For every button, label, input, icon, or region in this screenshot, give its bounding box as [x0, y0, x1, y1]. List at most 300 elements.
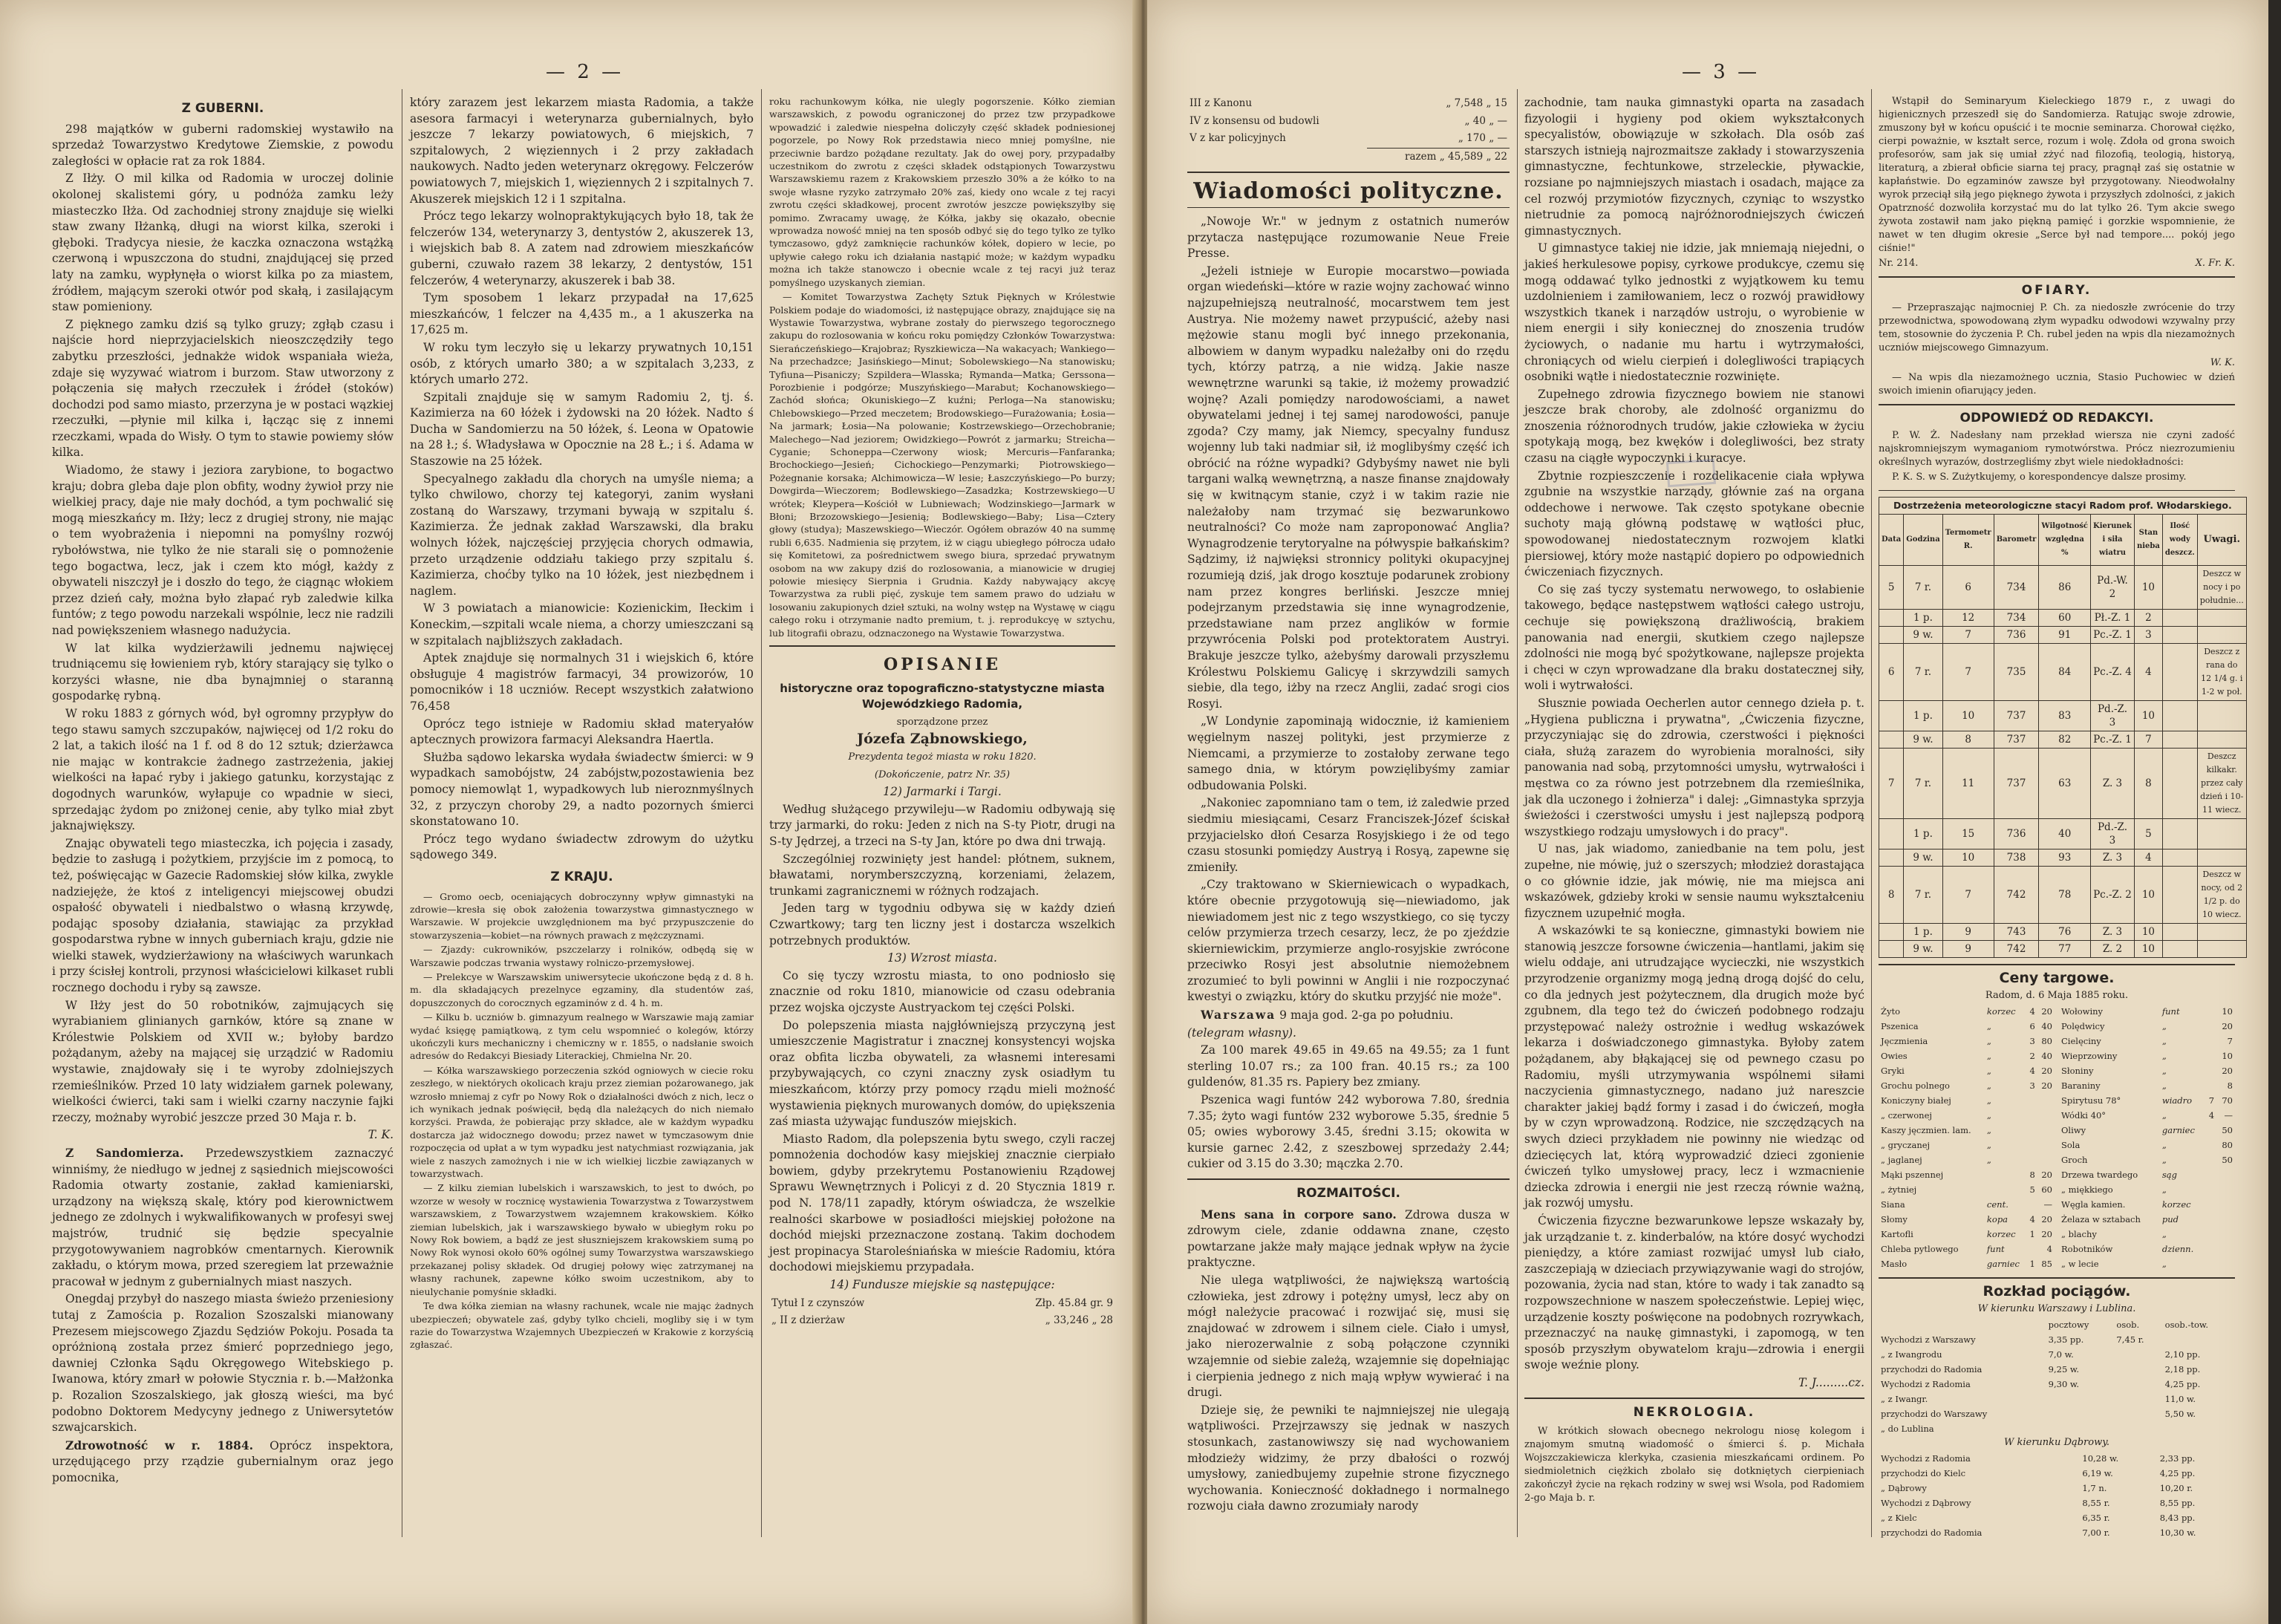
price-rubles: 7 — [2208, 1095, 2215, 1106]
price-unit — [1985, 1182, 2026, 1197]
price-kopecks: 50 — [2222, 1125, 2233, 1135]
paragraph: W krótkich słowach obecnego nekrologu niosę kolegom i znajomym smutną wiadomość o śmierci ś. p. Michała Wojszczakiewicza klerkyka, czasienia mieszkańcami ordinem. Po siedmioletnich ciężkich zbolało się dotkniętych cierpieniach zakończył życie na rękach rodziny w swej wsi Wsola, pod Radomiem 2-go Maja b. r. — [1524, 1426, 1864, 1504]
paragraph: Mens sana in corpore sano. Zdrowa dusza w zdrowym ciele, zdanie oddawna znane, często powtarzane jakże mały mające jednak wpływ na życie praktyczne. — [1187, 1207, 1510, 1270]
price-unit: cent. — [1986, 1199, 2008, 1210]
right-column-1 — [1187, 95, 1510, 1595]
column-divider — [761, 89, 762, 1537]
price-name: Mąki pszennej — [1881, 1170, 1944, 1180]
paragraph: Zupełnego zdrowia fizycznego bowiem nie stanowi jeszcze brak choroby, ale zdolność organizmu do znoszenia różnorodnych trudów, jakie człowieka w życiu spotykają mogą, bez kwęków i dolegliwości, bez straty czasu na ciągłe wypoczynki i kuracye. — [1524, 387, 1864, 466]
price-unit: „ — [1986, 1155, 1991, 1165]
paragraph: Zbytnie rozpieszczenie i rozdelikacenie ciała wpływa zgubnie na wszystkie narządy, głównie zaś na organa oddechowe i nerwowe. Tak często spotykane obecnie suchoty mają główną podstawę w wątłości płuc, spowodowanej niedostatecznym rozwojem klatki piersiowej, który może nastąpić dopiero po odpowiednich ćwiczeniach fizycznych. — [1524, 469, 1864, 579]
article-author: Józefa Ząbnowskiego, — [857, 731, 1028, 748]
paragraph: Zdrowotność w r. 1884. Oprócz inspektora, urzędującego przy rządzie gubernialnym oraz jego pomocnika, — [52, 1438, 394, 1484]
table-row — [1879, 1256, 2055, 1271]
paragraph: Szpitali znajduje się w samym Radomiu 2, tj. ś. Kazimierza na 60 łóżek i żydowski na 20 łóżek. Nadto ś Ducha w Sandomierzu na 50 łóżek, ś. Leona w Opatowie na 28 ł.; ś. Władysława w Opocznie na 28 Ł.; i ś. Adama w Staszowie na 25 łóżek. — [410, 390, 754, 469]
table-cell: Deszcz w nocy, od 2 1/2 p. do 10 wiecz. — [2197, 867, 2246, 924]
paragraph: U gimnastyce takiej nie idzie, jak mniemają niejedni, o jakieś herkulesowe popisy, cyrkowe produkcye, czemu się mogą oddawać tylko jednostki z wyjątkowem ku temu uzdolnieniem i zamiłowaniem, lecz o rozwój prawidłowy wszystkich tkanek i narządów ustroju, o wyrobienie w niem energii i siły koniecznej do znoszenia trudów życiowych, o nadanie mu hartu i wytrzymałości, chroniących od wielu cierpień i dolegliwości trapiących osobniki wątłe i niedostatecznie rozwinięte. — [1524, 241, 1864, 384]
table-row — [1879, 1481, 2235, 1496]
table-row — [1879, 1049, 2055, 1063]
funds-total: razem „ 45,589 „ 22 — [1367, 148, 1510, 166]
table-cell: 84 — [2039, 644, 2091, 701]
price-rubles — [2205, 1019, 2216, 1034]
price-rubles: 4 — [2029, 1214, 2035, 1224]
news-items — [769, 95, 1115, 639]
page-number: — 2 — — [546, 61, 624, 83]
table-cell: 6 — [1879, 644, 1904, 701]
price-kopecks: — — [2043, 1199, 2052, 1210]
table-header-row: Data Godzina Termometr R. Barometr Wilgotność względna % Kierunek i siła wiatru Stan nieba Ilość wody deszcz. Uwagi. — [1879, 515, 2247, 566]
meteo-body — [1879, 566, 2247, 958]
table-cell — [2197, 731, 2246, 749]
table-row — [1879, 1063, 2055, 1078]
table-row — [2059, 1093, 2235, 1108]
table-row — [1879, 867, 2247, 924]
news-item: roku rachunkowym kółka, nie ulegly pogorszenie. Kółko ziemian warszawskich, z powodu ograniczonej do przez tzw przypadkowe wpowadzić i zaledwie niespełna doliczyły część składek podniesionej pogorzele, po Nowy Rok przedstawia nieco mniej pomyślne, nie przeciwnie bardzo pożądane rezultaty. Jak do owej pory, przypadałby uczestnikom do zwrotu z części składek odstąpionych Towarzystwu Warszawskiemu razem z Krakowskiem przeszło 30% a że kółko to na swoje własne ryzyko zatrzymało 20% zaś, kiedy ono wcale z tej racyi zwrotu części składkowej, procent zwrotów jeszcze powiększyłby się pomimo. Zwracamy uwagę, że Kółka, jakby się okazało, obecnie wprowadza nowość mniej na ten sposób odbyć się do tego tylko ze tylko tymczasowo, gdyż zamknięcie rachunków kółek, dopiero w lecie, po upływie całego roku ich działania nastąpić może; w każdym wypadku można ich także stanowczo i obecnie wcale z tej racyi już teraz pomyślnego uzyskanych ziemian. — [769, 96, 1115, 288]
price-kopecks: 20 — [2041, 1080, 2052, 1091]
train-cell: 10,30 w. — [2159, 1527, 2196, 1538]
table-row — [1879, 701, 2247, 731]
price-kopecks: 80 — [2222, 1140, 2233, 1150]
paragraph: Co się zaś tyczy systematu nerwowego, to osłabienie takowego, będące następstwem wątłości całego ustroju, cechuje się powiększoną drażliwością, brakiem panowania nad energii, skutkiem czego najlepsze zdolności nie mogą być spożytkowane, najlepsze projekta i chęci w czyn wprowadzane dla braku dostatecznej siły, woli i wytrwałości. — [1524, 582, 1864, 693]
section-rule — [1879, 964, 2235, 965]
section-rule — [1187, 207, 1510, 208]
table-row — [2059, 1152, 2235, 1167]
price-name: Chleba pytlowego — [1881, 1244, 1959, 1254]
table-row — [1879, 1421, 2235, 1436]
table-cell: 1 p. — [1904, 819, 1942, 849]
price-name: „ gryczanej — [1881, 1140, 1931, 1150]
table-cell: Pc.-Z. 2 — [2091, 867, 2135, 924]
table-cell: 734 — [1994, 566, 2039, 610]
inline-heading: Zdrowotność w r. 1884. — [65, 1438, 254, 1452]
paragraph: — Przepraszając najmocniej P. Ch. za niedoszłe zwrócenie do trzy przewodnictwa, spowodowaną złym wypadku odwodowi wzywalny przy tem, stosownie do życzenia P. Ch. rubel jeden na wpis dla niezamożnych uczniów miejscowego Gimnazyum. — [1879, 302, 2235, 353]
train-cell: przychodzi do Radomia — [1881, 1527, 1983, 1538]
price-rubles: 1 — [2029, 1229, 2035, 1239]
table-row: V z kar policyjnych „ 170 „ — — [1190, 132, 1507, 145]
paragraph: Aptek znajduje się normalnych 31 i wiejskich 6, które obsługuje 4 magistrów farmacyi, 34 prowizorów, 10 pomocników i 18 uczniów. Recept wszystkich załatwiono 76,458 — [410, 651, 754, 713]
train-cell — [2163, 1332, 2235, 1347]
price-kopecks — [2216, 1197, 2235, 1212]
train-cell: 10,20 r. — [2159, 1483, 2193, 1493]
train-cell — [2163, 1421, 2235, 1436]
price-unit: „ — [2161, 1140, 2167, 1150]
price-unit: „ — [1986, 1021, 1991, 1031]
paragraph: „W Londynie zapominają widocznie, iż kamieniem węgielnym naszej polityki, jest przymierze z Niemcami, a przymierze to zostałoby zerwane tego samego dnia, w którym powzięlibyśmy zamiar odbudowania Polski. — [1187, 714, 1510, 792]
price-name: „ blachy — [2061, 1229, 2097, 1239]
table-cell: Z. 3 — [2091, 749, 2135, 819]
section-heading: Z KRAJU. — [550, 869, 613, 884]
paragraph: „Jeżeli istnieje w Europie mocarstwo—powiada organ wiedeński—które w razie wojny zachować winno najzupełniejszą neutralność, mocarstwem tem jest Austrya. Nie możemy nawet przypuścić, ażeby nasi mężowie stanu mogli być innego przekonania, albowiem w danym wypadku należałby oni do rzędu tych, którzy patrzą, a nie widzą. Jakie nasze wewnętrzne warunki są takie, iż możemy prowadzić wojnę? Azali pomiędzy narodowościami, a nawet obywatelami jednej i tej samej narodowości, panuje zgoda? Czy mamy, jak Niemcy, specyalny fundusz wojenny lub taki nadmiar sił, iż moglibyśmy część ich obrócić na różne wypadki? Gdybyśmy nawet nie byli targani walką wewnętrzną, a nasze finanse znajdowały się w kwitnącym stanie, czyż i w takim razie nie należałoby nam trzymać się bezwarunkowo neutralności? Co może nam zaproponować Anglia? Wynagrodzenie terytoryalne na półwyspie bałkańskim? Sądzimy, iż najwięksi stronnicy polityki okupacyjnej rozumieją dziś, jak drogo kosztuje podarunek zrobiony nam przez kongres berliński. Jeszcze mniej podejrzanym przedstawia się inne wynagrodzenie, przedstawiane nam przez anglików w formie przywrócenia Polski pod protektoratem Austryi. Brakuje jeszcze tylko, ażebyśmy darowali przyszłemu Królestwu Polskiemu Galicyę i skrzywdzili samych siebie, dla tego, iżby na rzecz Anglii, zadać srogi cios Rosyi. — [1187, 264, 1510, 711]
table-cell — [2162, 941, 2197, 958]
table-cell: 10 — [2134, 867, 2162, 924]
table-cell: Pd.-W. 2 — [2091, 566, 2135, 610]
paragraph: Warszawa 9 maja god. 2-ga po południu. — [1201, 1008, 1454, 1023]
price-rubles — [2026, 1108, 2037, 1123]
paragraph: Znając obywateli tego miasteczka, ich pojęcia i zasady, będzie to zasługą i pożytkiem, przyjście im z pomocą, to też, poświęcając w Gazecie Radomskiej słów kilka, zwykle nadziejęże, że ktoś z inteligencyi miejscowej obudzi ospałość obywateli i niedbalstwo o własną krzywdę, podając sposoby działania, stawiając za przykład gospodarstwa rybne w innych guberniach kraju, gdzie nie wielki stawek, wydzierżawiony na właściwych warunkach i przy ścisłej kontroli, przynosi właścicielowi kilkaset rubli rocznego dochodu i ryby są zawsze. — [52, 836, 394, 995]
price-rubles: 4 — [2208, 1110, 2215, 1121]
table-cell — [1879, 819, 1904, 849]
price-kopecks — [2037, 1093, 2055, 1108]
price-kopecks: 4 — [2046, 1244, 2052, 1254]
table-row — [1879, 1108, 2055, 1123]
table-row — [1879, 1332, 2235, 1347]
table-cell: 86 — [2039, 566, 2091, 610]
price-unit: „ — [1986, 1140, 1991, 1150]
train-cell: 8,55 r. — [2082, 1498, 2110, 1508]
train-cell: 2,33 pp. — [2159, 1453, 2196, 1464]
inline-heading: Z Sandomierza. — [65, 1146, 184, 1160]
paragraph: Do polepszenia miasta najgłówniejszą przyczyną jest umieszczenie Magistratur i znacznej konsystencyi wojska oraz obfita liczba obywateli, za własnemi interesami przybywających, co czyni znaczny zysk osiadłym tu mieszkańcom, którzy przy pomocy rządu mieli możność wystawienia pięknych murowanych domów, do upiększenia zaś miasta używając funduszów miejskich. — [769, 1018, 1115, 1129]
price-name: Węgla kamien. — [2061, 1199, 2126, 1210]
price-unit: „ — [2161, 1110, 2167, 1121]
price-name: Wieprzowiny — [2061, 1051, 2118, 1061]
table-row — [1879, 849, 2247, 867]
price-kopecks: 40 — [2041, 1051, 2052, 1061]
price-kopecks — [2216, 1227, 2235, 1242]
table-cell: 737 — [1994, 701, 2039, 731]
table-cell — [1879, 627, 1904, 644]
table-cell — [1879, 924, 1904, 941]
price-kopecks: 70 — [2222, 1095, 2233, 1106]
table-cell: 736 — [1994, 819, 2039, 849]
section-rule — [1879, 404, 2235, 405]
price-kopecks — [2037, 1138, 2055, 1152]
table-row — [1879, 1212, 2055, 1227]
train-cell: 4,25 pp. — [2164, 1379, 2201, 1389]
subsection-heading: 12) Jarmarki i Targi. — [883, 785, 1002, 799]
table-cell: 735 — [1994, 644, 2039, 701]
news-item: Te dwa kółka ziemian na własny rachunek, wcale nie mając żadnych ubezpieczeń; obywatele zaś, gdyby tylko chcieli, mogliby się i w tym razie do Towarzystwa Wzajemnych Ubezpieczeń w Krakowie z korzyścią zgłaszać. — [410, 1300, 754, 1351]
price-name: Gryki — [1881, 1066, 1905, 1076]
table-cell: 7 — [2134, 731, 2162, 749]
table-row — [1879, 1466, 2235, 1481]
table-cell: 60 — [2039, 610, 2091, 627]
right-column-3 — [1879, 95, 2244, 1595]
price-name: Grochu polnego — [1881, 1080, 1950, 1091]
price-unit: „ — [2161, 1021, 2167, 1031]
table-cell: 15 — [1942, 819, 1994, 849]
price-unit: „ — [2161, 1036, 2167, 1046]
train-cell: 1,7 n. — [2082, 1483, 2107, 1493]
table-cell: 9 — [1942, 924, 1994, 941]
price-unit: „ — [1986, 1066, 1991, 1076]
table-row — [1879, 1019, 2055, 1034]
price-unit: garniec — [2161, 1125, 2195, 1135]
price-rubles — [2205, 1004, 2216, 1019]
price-kopecks — [2037, 1152, 2055, 1167]
train-cell: 4,25 pp. — [2159, 1468, 2196, 1478]
table-cell: 83 — [2039, 701, 2091, 731]
table-cell — [2162, 731, 2197, 749]
price-unit: „ — [1986, 1051, 1991, 1061]
table-row — [1879, 1362, 2235, 1377]
price-unit: „ — [2161, 1184, 2167, 1195]
table-cell: 743 — [1994, 924, 2039, 941]
table-row — [1879, 819, 2247, 849]
table-row — [1879, 1227, 2055, 1242]
train-table-2 — [1879, 1451, 2235, 1540]
paragraph: Dzieje się, że pewniki te najmniejszej nie ulegają wątpliwości. Przejrzawszy się jednak w naszych stosunkach, zastanowiwszy się nad wychowaniem młodzieży widzimy, że przy dbałości o rozwój umysłowy, zaniedbujemy zupełnie strone fizycznego wychowania. Konieczność dokładnego i normalnego rozwoju ciała dawno zrozumiały narody — [1187, 1403, 1510, 1513]
left-column-3 — [769, 95, 1115, 1595]
table-row — [1879, 1152, 2055, 1167]
price-rubles — [2205, 1242, 2216, 1256]
train-cell: Wychodzi z Warszawy — [1881, 1334, 1976, 1345]
meteo-table — [1879, 497, 2247, 958]
price-unit: „ — [1986, 1095, 1991, 1106]
price-name: Wódki 40° — [2061, 1110, 2107, 1121]
table-row — [1879, 749, 2247, 819]
table-title-row: Dostrzeżenia meteorologiczne stacyi Radom prof. Włodarskiego. — [1879, 498, 2247, 515]
section-heading: ODPOWIEDŹ OD REDAKCYI. — [1959, 411, 2154, 425]
price-kopecks — [2037, 1108, 2055, 1123]
train-cell: 11,0 w. — [2164, 1394, 2196, 1404]
train-cell: przychodzi do Radomia — [1881, 1364, 1983, 1374]
price-name: Kartofli — [1881, 1229, 1913, 1239]
paragraph: P. K. S. w S. Zużytkujemy, o korespondencye dalsze prosimy. — [1892, 472, 2187, 483]
train-cell: 7,0 w. — [2048, 1349, 2074, 1360]
paragraph: U nas, jak wiadomo, zaniedbanie na tem polu, jest zupełne, nie mówię, już o szerszych; młodzież dorastająca o co głównie idzie, jak mówię, nie ma miejsca ani wskazówek, gdzieby kroki w sensie naumu wykształceniu fizycznem uzupełnić mogła. — [1524, 842, 1864, 920]
price-unit: „ — [2161, 1229, 2167, 1239]
table-cell — [2197, 941, 2246, 958]
price-rubles: 4 — [2029, 1066, 2035, 1076]
table-cell: 7 r. — [1904, 644, 1942, 701]
price-name: Słomy — [1881, 1214, 1908, 1224]
table-cell — [1879, 701, 1904, 731]
price-rubles — [2026, 1152, 2037, 1167]
paragraph: „Czy traktowano w Skierniewicach o wypadkach, które obecnie przygotowują się—niewiadomo, jak niewiadomem jest nic z tego wszystkiego, co się tyczy celów przymierza trzech cesarzy, lecz, że po zjeździe skierniewickim, przymierze anglo-rosyjskie zwrócone przeciwko Rosyi jest absolutnie niemożebnem zrozumieć to byli powinni w Anglii i nie rozpoczynać kwestyi o związku, który do skutku przyjść nie może". — [1187, 878, 1510, 1004]
table-row — [1187, 148, 1510, 166]
signature: T. K. — [368, 1128, 394, 1142]
table-cell: 8 — [1879, 867, 1904, 924]
news-items — [410, 890, 754, 1351]
price-unit — [1985, 1167, 2026, 1182]
price-name: Drzewa twardego — [2061, 1170, 2138, 1180]
price-rubles — [2205, 1049, 2216, 1063]
price-rubles: 4 — [2029, 1006, 2035, 1017]
table-cell: Z. 3 — [2091, 849, 2135, 867]
table-cell: 3 — [2134, 627, 2162, 644]
table-cell: 9 — [1942, 941, 1994, 958]
price-name: Sola — [2061, 1140, 2081, 1150]
table-row — [2059, 1167, 2235, 1182]
price-kopecks: — — [2224, 1110, 2233, 1121]
paragraph: P. W. Ż. Nadesłany nam przekład wiersza nie czyni zadość najskromniejszym wymaganiom rymotwórstwa. Prócz niezrozumieniu określnych wyrazów, dostrzegliśmy zbyt wiele niedokładności: — [1879, 430, 2235, 468]
article-author-role: Prezydenta tegoż miasta w roku 1820. — [848, 751, 1037, 763]
price-kopecks: 80 — [2041, 1036, 2052, 1046]
price-rubles: 5 — [2029, 1184, 2035, 1195]
table-cell: Pł.-Z. 1 — [2091, 610, 2135, 627]
price-kopecks: 7 — [2227, 1036, 2233, 1046]
table-row — [2059, 1108, 2235, 1123]
paragraph: „Nowoje Wr." w jednym z ostatnich numerów przytacza następujące rozumowanie Neue Freie Presse. — [1187, 214, 1510, 261]
prices-tables — [1879, 1004, 2235, 1271]
section-heading: Z GUBERNI. — [181, 101, 264, 116]
price-rubles — [2026, 1197, 2037, 1212]
table-cell: 1 p. — [1904, 924, 1942, 941]
price-kopecks: 50 — [2222, 1155, 2233, 1165]
table-cell: 76 — [2039, 924, 2091, 941]
news-item: — Zjazdy: cukrowników, pszczelarzy i rolników, odbędą się w Warszawie podczas trwania wystawy rolniczo-przemysłowej. — [410, 944, 754, 968]
price-rubles — [2026, 1138, 2037, 1152]
news-item: — Komitet Towarzystwa Zachęty Sztuk Pięknych w Królestwie Polskiem podaje do wiadomości, iż następujące obrazy, znajdujące się na Wystawie Towarzystwa, wybrane zostały do pierwszego tegorocznego zakupu do rozlosowania w końcu roku pomiędzy Członków Towarzystwa: Sierańczeńskiego—Krajobraz; Ryszkiewicza—Na wakacyach; Wankiego—Na przechadzce; Jasińskiego—Minut; Sobolewskiego—Na stanowisku; Tyfiuna—Pisaniczy; Szpildera—Wlasska; Rymanda—Matka; Gerssona—Porozbienie i podgórze; Muszyńskiego—Marabut; Kochanowskiego—Zachód słońca; Okuniskiego—Z kuźni; Perloga—Na stanowisku; Chlebowskiego—Przed meczetem; Brodowskiego—Furażowania; Łosia—Na jarmark; Łosia—Na polowanie; Kostrzewskiego—Orzechobranie; Malechego—Nad jeziorem; Owidzkiego—Powrót z jarmarku; Streicha—Cyganie; Schoneppa—Czerwony wiosk; Mercuris—Fanfaranka; Brochockiego—Jesień; Cichockiego—Penzymarki; Piotrowskiego—Pożegnanie korsaka; Alchimowicza—W lesie; Łaszczyńskiego—Po burzy; Dowgirda—Wieczorem; Bodlewskiego—Zasadzka; Kostrzewskiego—U wrótek; Kleypera—Kościół w Lubniewach; Wodzinskiego—Jarmark w Błoni; Brzozowskiego—Jesienią; Bodlewskiego—Baby; Lisa—Cztery głowy (studya); Maszewskiego—Wieczór. Ogółem obrazów 40 na summę rubli 6,635. Nadmienia się przytem, iż w ciągu ubiegłego półrocza udało się Komitetowi, za pośrednictwem swego biura, sprzedać prywatnym osobom na ww zakupy dziś do rozlosowania, a mianowicie w drugiej połowie miesięcy Sierpnia i Grudnia. Każdy nabywający akcyę Towarzystwa za rubli pięć, zyskuje tem samem prawo do udziału w losowaniu zakupionych dzieł sztuki, na wolny wstęp na Wystawę w ciągu całego roku i otrzymanie nadto premium, t. j. reprodukcyę w sztychu, lub litografii obrazu, odznaczonego na Wystawie Towarzystwa. — [769, 291, 1115, 639]
table-row — [1879, 1093, 2055, 1108]
train-cell — [2046, 1392, 2115, 1406]
table-row — [1879, 1182, 2055, 1197]
table-row — [2059, 1034, 2235, 1049]
train-cell: przychodzi do Warszawy — [1881, 1409, 1988, 1419]
price-kopecks — [2216, 1256, 2235, 1271]
table-row — [1879, 1406, 2235, 1421]
table-cell: 7 r. — [1904, 749, 1942, 819]
price-kopecks: 8 — [2227, 1080, 2233, 1091]
table-row — [1879, 1167, 2055, 1182]
section-headline: Wiadomości polityczne. — [1193, 178, 1504, 205]
price-name: Masło — [1881, 1259, 1908, 1269]
table-row — [2059, 1197, 2235, 1212]
table-row: „ II z dzierżaw „ 33,246 „ 28 — [771, 1314, 1113, 1327]
table-header-row: pocztowy osob. osob.-tow. — [2048, 1320, 2209, 1330]
train-cell: „ do Lublina — [1881, 1424, 1934, 1434]
table-cell: 734 — [1994, 610, 2039, 627]
price-rubles — [2026, 1093, 2037, 1108]
train-cell: 9,25 w. — [2048, 1364, 2080, 1374]
table-cell: Pd.-Z. 3 — [2091, 819, 2135, 849]
paragraph: Za 100 marek 49.65 in 49.65 na 49.55; za 1 funt sterling 10.07 rs.; za 100 fran. 40.15 rs.; za 100 guldenów, 81.35 rs. Papiery bez zmiany. — [1187, 1043, 1510, 1089]
train-cell: przychodzi do Kielc — [1881, 1468, 1966, 1478]
table-cell: 9 w. — [1904, 941, 1942, 958]
column-divider — [1517, 89, 1518, 1537]
price-name: „ miękkiego — [2061, 1184, 2113, 1195]
signature: W. K. — [2210, 357, 2235, 368]
table-cell: Pd.-Z. 3 — [2091, 701, 2135, 731]
paragraph: Szczególniej rozwinięty jest handel: płótnem, suknem, bławatami, norymberszczyzną, korzeniami, żelazem, trunkami zagranicznemi w różnych rodzajach. — [769, 852, 1115, 898]
price-unit: „ — [2161, 1259, 2167, 1269]
train-direction: W kierunku Dąbrowy. — [2004, 1437, 2109, 1448]
table-row — [1879, 1377, 2235, 1392]
train-table-1 — [1879, 1317, 2235, 1436]
price-unit: „ — [1986, 1125, 1991, 1135]
table-cell: 7 — [1942, 867, 1994, 924]
price-unit: wiadro — [2161, 1095, 2193, 1106]
table-cell — [2197, 701, 2246, 731]
paragraph: Onegdaj przybył do naszego miasta świeżo przeniesiony tutaj z Zamościa p. Rozalion Szoszalski mianowany Prezesem miejscowego Zjazdu Sędziów Pokoju. Posada ta opróżnioną została przez śmierć poprzedniego jego, dawniej Członka Sądu Okręgowego Witebskiego p. Iwanowa, który zmarł w połowie Stycznia r. b.—Małżonka p. Rozalion Szoszalskiego, jak głoszą wieści, ma być podobno Doktorem Medycyny jednego z Uniwersytetów szwajcarskich. — [52, 1292, 394, 1435]
table-row — [2059, 1242, 2235, 1256]
price-rubles — [2205, 1034, 2216, 1049]
paragraph: Według służącego przywileju—w Radomiu odbywają się trzy jarmarki, do roku: Jeden z nich na S-ty Piotr, drugi na S-ty Jędrzej, a trzeci na S-ty Jan, które po dwa dni trwają. — [769, 802, 1115, 848]
price-rubles: 6 — [2029, 1021, 2035, 1031]
train-cell: 7,00 r. — [2082, 1527, 2110, 1538]
train-cell: „ z Kielc — [1881, 1513, 1917, 1523]
table-row: III z Kanonu „ 7,548 „ 15 — [1190, 97, 1507, 109]
table-cell: 9 w. — [1904, 849, 1942, 867]
price-unit: „ — [2161, 1051, 2167, 1061]
price-unit: funt — [1986, 1244, 2005, 1254]
table-cell: 77 — [2039, 941, 2091, 958]
paragraph: W lat kilka wydzierżawili jednemu najwięcej trudniącemu się łowieniem ryb, który starający się tylko o korzyści własne, nie dba bynajmniej o staranną gospodarkę rybną. — [52, 641, 394, 703]
price-kopecks: 40 — [2041, 1021, 2052, 1031]
paragraph: Z Sandomierza. Przedewszystkiem zaznaczyć winniśmy, że niedługo w jednej z sąsiednich miejscowości Radomia otwarty zostanie, zakład kamieniarski, urządzony na większą skalę, który pod kierownictwem jednego ze zdolnych i wykwalifikowanych w profesyi swej majstrów, trudnić się będzie specyalnie przygotowywaniem nagrobków cmentarnych. Kierownik zakładu, o którym mowa, przed szeregiem lat przeważnie pracował w jednym z gubernialnych miast naszych. — [52, 1146, 394, 1288]
table-row — [2059, 1227, 2235, 1242]
price-unit: kopa — [1986, 1214, 2008, 1224]
table-row — [1879, 1496, 2235, 1510]
price-rubles — [2026, 1123, 2037, 1138]
train-cell — [2114, 1421, 2162, 1436]
table-cell: 10 — [2134, 566, 2162, 610]
paragraph: W roku tym leczyło się u lekarzy prywatnych 10,151 osób, z których umarło 380; a w szpitalach 3,233, z których umarło 272. — [410, 340, 754, 387]
table-cell — [2197, 849, 2246, 867]
table-cell: 9 w. — [1904, 627, 1942, 644]
price-name: Kaszy jęczmien. lam. — [1881, 1125, 1971, 1135]
train-cell — [2114, 1406, 2162, 1421]
price-kopecks: 10 — [2222, 1006, 2233, 1017]
table-cell — [2162, 701, 2197, 731]
paragraph: Co się tyczy wzrostu miasta, to ono podniosło się znacznie od roku 1810, mianowicie od czasu odebrania przez wojska ojczyste Austryackom tej części Polski. — [769, 968, 1115, 1014]
price-rubles — [2205, 1152, 2216, 1167]
section-heading: Ceny targowe. — [1999, 970, 2115, 986]
price-name: „ czerwonej — [1881, 1110, 1932, 1121]
train-cell: 7,45 r. — [2116, 1334, 2144, 1345]
price-name: Koniczyny białej — [1881, 1095, 1951, 1106]
table-cell: 6 — [1942, 566, 1994, 610]
table-cell: 4 — [2134, 644, 2162, 701]
table-row: IV z konsensu od budowli „ 40 „ — — [1190, 114, 1507, 127]
price-rubles — [2026, 1242, 2037, 1256]
train-cell: Wychodzi z Radomia — [1881, 1379, 1971, 1389]
funds-table — [769, 1295, 1115, 1330]
table-cell — [2162, 610, 2197, 627]
train-cell: 6,19 w. — [2082, 1468, 2113, 1478]
paragraph: Oprócz tego istnieje w Radomiu skład materyałów aptecznych prowizora farmacyi Aleksandra Haertla. — [410, 717, 754, 747]
train-cell — [2114, 1392, 2162, 1406]
price-name: Siana — [1881, 1199, 1905, 1210]
price-rubles — [2205, 1212, 2216, 1227]
paragraph: W roku 1883 z górnych wód, był ogromny przypływ do tego stawu samych szczupaków, najwięcej od 1/2 roku do 2 lat, a takich ilość na 1 f. od 8 do 12 sztuk; dzierżawca nie mając w kontrakcie żadnego zastrzeżenia, jakiej wielkości na łapać ryby i jakiego gatunku, korzystając z dogodnych warunków, wyłapuje co wpadnie w sieci, sprzedając żydom po zniżonej cenie, aby tylko miał zbyt jaknajwiększy. — [52, 706, 394, 833]
table-cell: 7 r. — [1904, 867, 1942, 924]
table-cell: 7 — [1942, 627, 1994, 644]
table-cell — [2197, 924, 2246, 941]
table-row — [2059, 1182, 2235, 1197]
table-row — [1879, 1392, 2235, 1406]
price-kopecks: 20 — [2041, 1214, 2052, 1224]
table-cell — [2162, 849, 2197, 867]
price-rubles — [2205, 1227, 2216, 1242]
table-row — [2059, 1063, 2235, 1078]
price-unit: funt — [2161, 1006, 2180, 1017]
paragraph: Wiadomo, że stawy i jeziora zarybione, to bogactwo kraju; dobra gleba daje plon obfity, wodny żywioł przy nie wielkiej pracy, daje nie mały dochód, a tym pochwalić się mogą mieszkańcy m. Iłży; lecz z drugiej strony, nie mając o tem wyobrażenia i niepomni na pomyślny rozwój rybołówstwa, nie tylko że nie starali się o pomnożenie tego bogactwa, lecz, jak i czem kto mógł, każdy z obywateli niszczył je i doszło do tego, że ciągnąc włokiem przez dzień cały, można było złapać ryb zaledwie kilka funtów; z tego powodu narzekali wspólnie, lecz nie radzili nad powiększeniem własnego nadużycia. — [52, 463, 394, 637]
table-cell: 737 — [1994, 749, 2039, 819]
article-subtitle: historyczne oraz topograficzno-statystyczne miasta Wojewódzkiego Radomia, — [780, 681, 1105, 711]
table-cell: 4 — [2134, 849, 2162, 867]
prices-table-left — [1879, 1004, 2055, 1271]
paragraph: — Na wpis dla niezamożnego ucznia, Stasio Puchowiec w dzień swoich imienin ofiarujący jeden. — [1879, 372, 2235, 397]
paragraph: Słusznie powiada Oecherlen autor cennego dzieła p. t. „Hygiena publiczna i prywatna", „Ćwiczenia fizyczne, przyczyniając się do zdrowia, czerstwości i piękności ciała, służą zarazem do wyrobienia moralności, siły panowania nad sobą, przytomności umysłu, wytrwałości i męstwa co za równo jest potrzebnem dla rzemieślnika, jak dla uczonego i żołnierza" i dalej: „Gimnastyka sprzyja świeżości i czerstwości umysłu i jest najlepszą podporą wszystkiego rodzaju umysłowych i do pracy". — [1524, 696, 1864, 838]
price-unit: sąg — [2161, 1170, 2177, 1180]
train-cell: 9,30 w. — [2048, 1379, 2080, 1389]
table-cell — [2197, 610, 2246, 627]
table-cell: 8 — [1942, 731, 1994, 749]
price-name: Cielęciny — [2061, 1036, 2101, 1046]
table-cell — [2162, 819, 2197, 849]
price-unit: korzec — [2161, 1199, 2191, 1210]
table-cell: 7 r. — [1904, 566, 1942, 610]
price-rubles: 1 — [2029, 1259, 2035, 1269]
table-row — [1879, 941, 2247, 958]
train-cell: „ z Iwangr. — [1881, 1394, 1928, 1404]
paragraph: który zarazem jest lekarzem miasta Radomia, a także asesora farmacyi i weterynarza gubernialnych, było jeszcze 7 lekarzy powiatowych, 6 miejskich, 7 szpitalowych, 2 więziennych i 2 przy zakładach naukowych. Nadto jeden weterynarz okręgowy. Felczerów powiatowych 7, miejskich 1, więziennych 2 i szpitalnych 7. Akuszerek miejskich 12 i 1 szpitalna. — [410, 96, 754, 206]
train-cell — [2114, 1347, 2162, 1362]
section-heading: OFIARY. — [2021, 283, 2092, 298]
left-page — [0, 0, 1136, 1624]
